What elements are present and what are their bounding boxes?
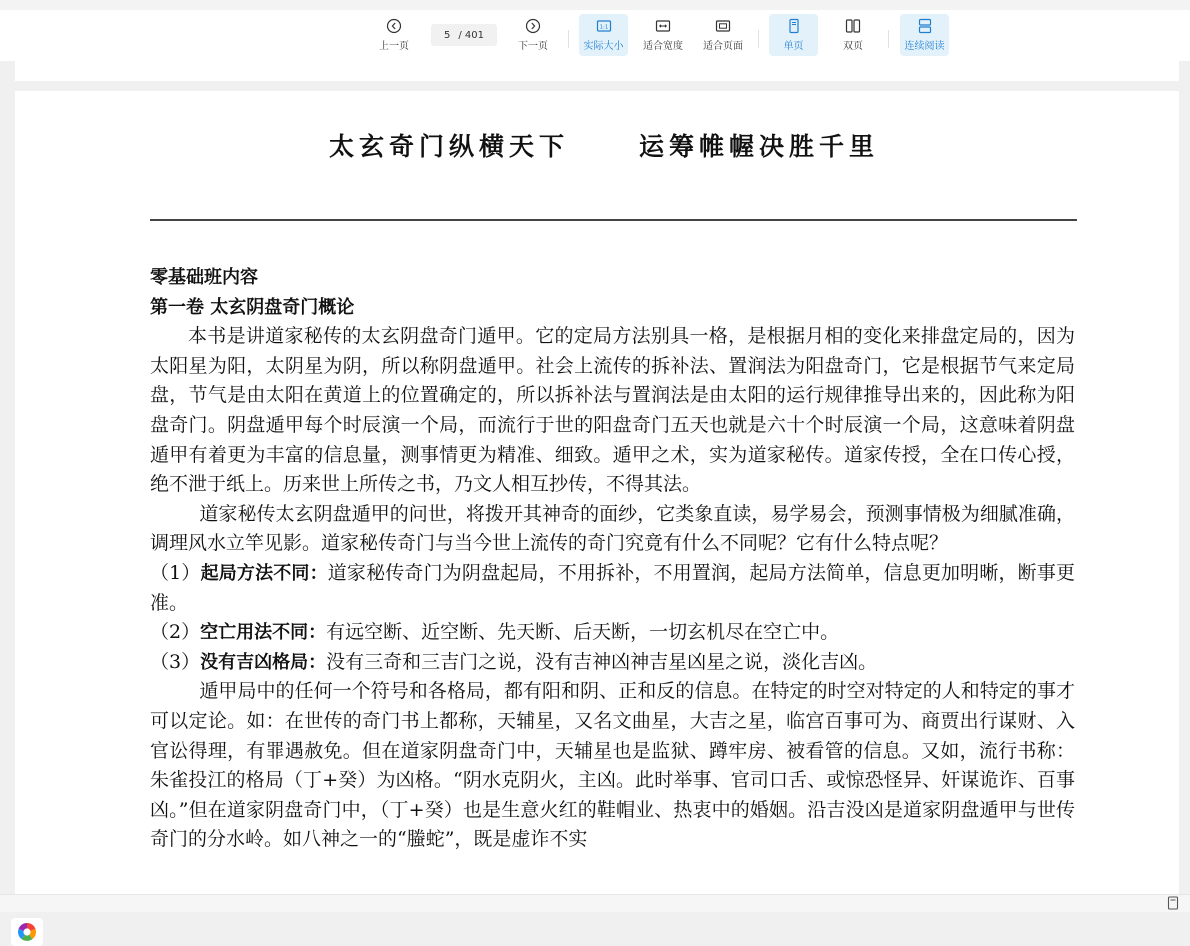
current-page-input[interactable]: 5: [443, 29, 451, 41]
list-item-title: 没有吉凶格局：: [200, 651, 327, 673]
svg-text:1:1: 1:1: [599, 24, 608, 31]
list-item-text: 没有三奇和三吉门之说，没有吉神凶神吉星凶星之说，淡化吉凶。: [326, 650, 878, 673]
fit-page-button[interactable]: [698, 14, 748, 56]
paragraph: 本书是讲道家秘传的太玄阴盘奇门遁甲。它的定局方法别具一格，是根据月相的变化来排盘定局的，因为太阳星为阳，太阴星为阴，所以称阴盘遁甲。社会上流传的拆补法、置润法为阳盘奇门，它是根据节气来定局盘，节气是由太阳在黄道上的位置确定的，所以拆补法与置润法是由太阳的运行规律推导出来的，因此称为阳盘奇门。阴盘遁甲每个时辰演一个局，而流行于世的阳盘奇门五天也就是六十个时辰演一个局，这意味着阴盘遁甲有着更为丰富的信息量，测事情更为精准、细致。遁甲之术，实为道家秘传。道家传授，全在口传心授，绝不泄于纸上。历来世上所传之书，乃文人相互抄传，不得其法。: [150, 325, 1075, 496]
double-page-label: 双页: [843, 41, 863, 52]
toolbar-divider: [888, 30, 889, 48]
double-page-icon: [845, 18, 861, 34]
paragraph: 遁甲局中的任何一个符号和各格局，都有阳和阴、正和反的信息。在特定的时空对特定的人和特定的事才可以定论。如：在世传的奇门书上都称，天辅星，又名文曲星，大吉之星，临宫百事可为、商贾出行谋财、入官讼得理，有罪遇赦免。但在道家阴盘奇门中，天辅星也是监狱、蹲牢房、被看管的信息。又如，流行书称：朱雀投江的格局（丁+癸）为凶格。“阴水克阴火，主凶。此时举事、官司口舌、或惊恐怪异、奸谋诡诈、百事凶。”但在道家阴盘奇门中，（丁+癸）也是生意火红的鞋帽业、热衷中的婚姻。沿吉没凶是道家阴盘遁甲与世传奇门的分水岭。如八神之一的“螣蛇”，既是虚诈不实: [150, 680, 1075, 851]
viewer-toolbar: [0, 0, 1190, 61]
list-item: [150, 618, 1075, 648]
list-item-number: （3）: [150, 650, 201, 673]
list-item: [150, 559, 1075, 618]
toolbar-divider: [758, 30, 759, 48]
page-indicator[interactable]: [431, 24, 497, 46]
color-wheel-icon: [17, 922, 37, 942]
document-page: [15, 91, 1179, 894]
paragraph: 道家秘传太玄阴盘遁甲的问世，将拨开其神奇的面纱，它类象直读，易学易会，预测事情极为细腻准确，调理风水立竿见影。道家秘传奇门与当今世上流传的奇门究竟有什么不同呢？它有什么特点呢？: [150, 502, 1075, 555]
page-content: [150, 263, 1075, 855]
continuous-reading-button[interactable]: [900, 14, 949, 56]
list-item: [150, 648, 1075, 678]
list-item-number: （1）: [150, 561, 201, 584]
total-pages: / 401: [458, 29, 484, 41]
fit-width-button[interactable]: [638, 14, 688, 56]
single-page-label: 单页: [783, 41, 804, 52]
prev-page-label: 上一页: [379, 41, 409, 52]
list-item-number: （2）: [150, 621, 201, 644]
next-page-label: 下一页: [518, 41, 548, 52]
fit-page-icon: [715, 18, 731, 34]
chevron-right-icon: [525, 18, 541, 34]
chevron-left-icon: [386, 18, 402, 34]
continuous-reading-icon: [917, 18, 933, 34]
header-divider: [150, 219, 1077, 221]
toolbar-divider: [568, 30, 569, 48]
taskbar: [0, 912, 1190, 946]
viewer-status-strip: [0, 894, 1190, 913]
actual-size-icon: [596, 18, 612, 34]
actual-size-button[interactable]: [579, 14, 628, 56]
fit-page-label: 适合页面: [703, 41, 743, 52]
list-item-text: 道家秘传奇门为阴盘起局，不用拆补，不用置润，起局方法简单，信息更加明晰，断事更准。: [150, 561, 1075, 614]
next-page-button[interactable]: [511, 14, 555, 56]
chapter-heading: 第一卷 太玄阴盘奇门概论: [150, 296, 355, 318]
app-launcher-button[interactable]: [11, 918, 43, 946]
prev-page-button[interactable]: [372, 14, 416, 56]
page-view-icon[interactable]: [1166, 896, 1180, 910]
double-page-button[interactable]: [830, 14, 876, 56]
continuous-reading-label: 连续阅读: [904, 41, 945, 52]
list-item-title: 起局方法不同：: [200, 562, 328, 584]
previous-page-bottom: [15, 61, 1179, 81]
list-item-title: 空亡用法不同：: [200, 622, 327, 644]
single-page-icon: [786, 18, 802, 34]
actual-size-label: 实际大小: [583, 41, 624, 52]
fit-width-icon: [655, 18, 671, 34]
section-heading: 零基础班内容: [150, 267, 258, 288]
page-header-right: 运筹帷幄决胜千里: [639, 132, 880, 161]
page-header-left: 太玄奇门纵横天下: [329, 132, 570, 161]
list-item-text: 有远空断、近空断、先天断、后天断，一切玄机尽在空亡中。: [326, 621, 840, 644]
fit-width-label: 适合宽度: [643, 41, 683, 52]
single-page-button[interactable]: [769, 14, 818, 56]
